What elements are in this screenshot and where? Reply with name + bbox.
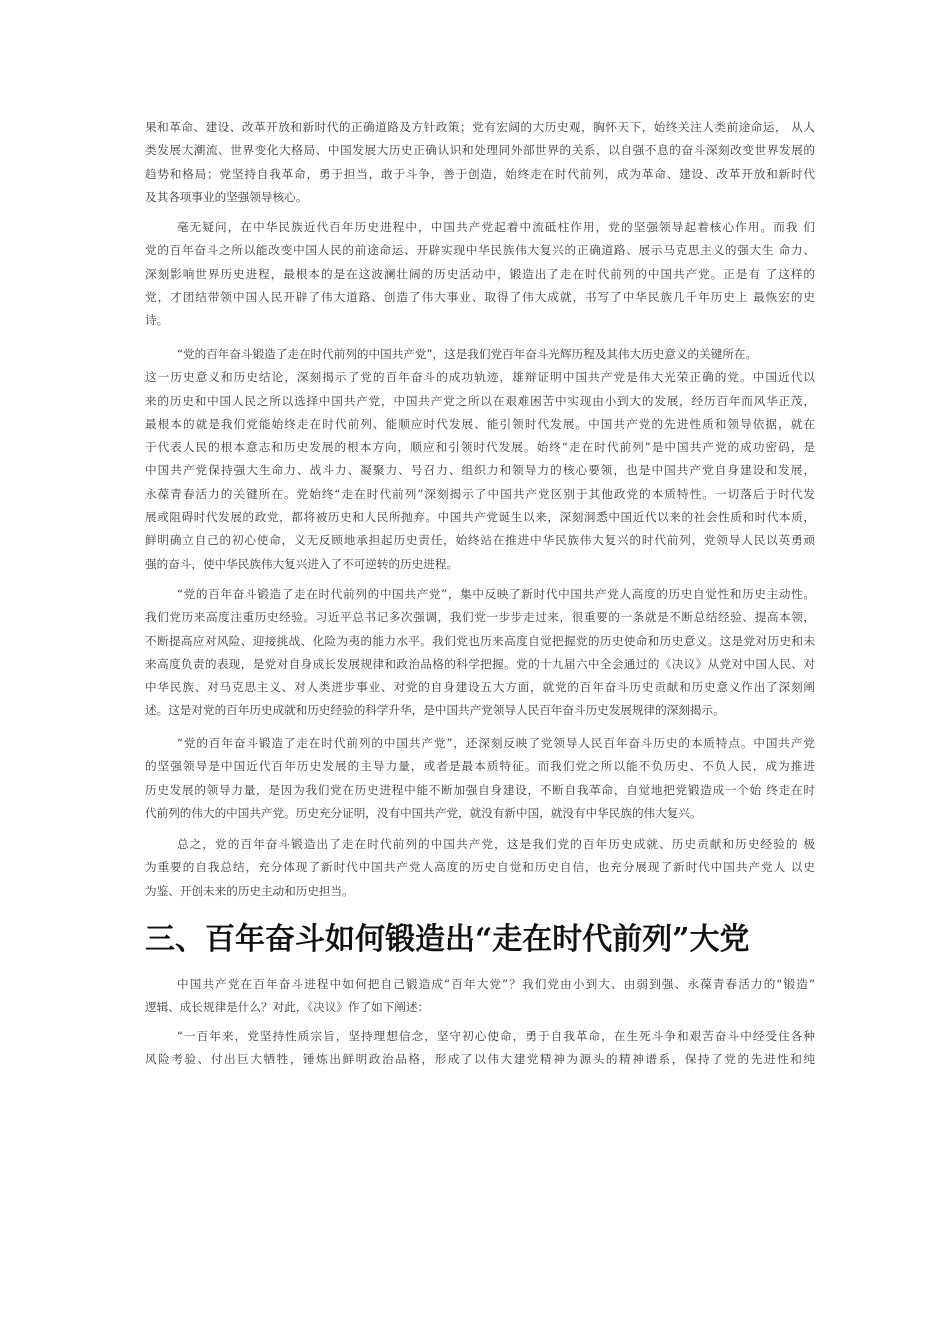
text-line: 来的历史和中国人民之所以选择中国共产党，中国共产党之所以在艰难困苦中实现由小到大的发展，经历百年而风华正茂， [145, 393, 815, 408]
paragraph-3 [145, 343, 815, 576]
text-line: 不断提高应对风险、迎接挑战、化险为夷的能力水平。我们党也历来高度自觉把握党的历史使命和历史意义。这是党对历史和未 [145, 633, 815, 648]
paragraph-4 [145, 583, 815, 723]
paragraph-8 [145, 1025, 815, 1072]
paragraph-6 [145, 833, 815, 903]
text-line: 强的奋斗，使中华民族伟大复兴进入了不可逆转的历史进程。 [145, 556, 459, 571]
text-line: 果和革命、建设、改革开放和新时代的正确道路及方针政策；党有宏阔的大历史观，胸怀天下，始终关注人类前途命运， 从人 [145, 120, 815, 134]
text-line: 最根本的就是我们党能始终走在时代前列、能顺应时代发展、能引领时代发展。中国共产党的先进性质和领导依据，就在 [145, 416, 815, 431]
paragraph-7 [145, 973, 815, 1020]
text-line: 于代表人民的根本意志和历史发展的根本方向，顺应和引领时代发展。始终“走在时代前列”是中国共产党的成功密码，是 [145, 440, 815, 455]
text-line: 逻辑、成长规律是什么？对此，《决议》作了如下阐述： [145, 1000, 430, 1015]
text-line: 中国共产党保持强大生命力、战斗力、凝聚力、号召力、组织力和领导力的核心要领，也是中国共产党自身建设和发展， [145, 463, 815, 478]
text-line: 党的百年奋斗之所以能改变中国人民的前途命运、开辟实现中华民族伟大复兴的正确道路、展示马克思主义的强大生 命力、 [145, 243, 815, 258]
section-heading: 三、百年奋斗如何锻造出“走在时代前列”大党 [145, 922, 750, 957]
text-line: 来高度负责的表现，是党对自身成长发展规律和政治品格的科学把握。党的十九届六中全会通过的《决议》从党对中国人民、对 [145, 656, 815, 671]
text-line: 述。这是对党的百年历史成就和历史经验的科学升华，是中国共产党领导人民百年奋斗历史发展规律的深刻揭示。 [145, 703, 725, 718]
text-line: 及其各项事业的坚强领导核心。 [145, 189, 308, 204]
text-line: “党的百年奋斗锻造了走在时代前列的中国共产党”，集中反映了新时代中国共产党人高度的历史自觉性和历史主动性。 [177, 587, 815, 601]
text-line: 深刻影响世界历史进程，最根本的是在这波澜壮阔的历史活动中，锻造出了走在时代前列的中国共产党。正是有 了这样的 [145, 266, 815, 281]
text-line: 中国共产党在百年奋斗进程中如何把自己锻造成“百年大党”？我们党由小到大、由弱到强、永葆青春活力的“锻造” [177, 977, 815, 991]
text-line: 为鉴、开创未来的历史主动和历史担当。 [145, 883, 354, 898]
text-line: 风险考验、付出巨大牺牲，锤炼出鲜明政治品格，形成了以伟大建党精神为源头的精神谱系，保持了党的先进性和纯 [145, 1052, 815, 1067]
text-line: 鲜明确立自己的初心使命，义无反顾地承担起历史责任，始终站在推进中华民族伟大复兴的时代前列，党领导人民以英勇顽 [145, 533, 815, 548]
text-line: “党的百年奋斗锻造了走在时代前列的中国共产党”，这是我们党百年奋斗光辉历程及其伟大历史意义的关键所在。 [177, 347, 758, 361]
text-line: 的坚强领导是中国近代百年历史发展的主导力量，或者是最本质特征。而我们党之所以能不负历史、不负人民，成为推进 [145, 759, 815, 774]
text-line: 这一历史意义和历史结论，深刻揭示了党的百年奋斗的成功轨迹，雄辩证明中国共产党是伟大光荣正确的党。中国近代以 [145, 370, 815, 385]
text-line: 我们党历来高度注重历史经验。习近平总书记多次强调，我们党一步步走过来，很重要的一条就是不断总结经验、提高本领， [145, 610, 815, 625]
text-line: 永葆青春活力的关键所在。党始终“走在时代前列”深刻揭示了中国共产党区别于其他政党的本质特性。一切落后于时代发 [145, 486, 815, 501]
text-line: 总之，党的百年奋斗锻造出了走在时代前列的中国共产党，这是我们党的百年历史成就、历史贡献和历史经验的 极 [177, 837, 815, 851]
paragraph-5 [145, 732, 815, 825]
text-line: 诗。 [145, 313, 169, 328]
text-line: 毫无疑问，在中华民族近代百年历史进程中，中国共产党起着中流砥柱作用，党的坚强领导起着核心作用。而我 们 [177, 220, 815, 234]
text-line: 展或阻碍时代发展的政党，都将被历史和人民所抛弃。中国共产党诞生以来，深刻洞悉中国近代以来的社会性质和时代本质， [145, 510, 815, 525]
text-line: 历史发展的领导力量，是因为我们党在历史进程中能不断加强自身建设，不断自我革命，自觉地把党锻造成一个始 终走在时 [145, 782, 815, 797]
text-line: 党，才团结带领中国人民开辟了伟大道路、创造了伟大事业、取得了伟大成就，书写了中华民族几千年历史上 最恢宏的史 [145, 289, 815, 304]
text-line: “一百年来，党坚持性质宗旨，坚持理想信念，坚守初心使命，勇于自我革命，在生死斗争和艰苦奋斗中经受住各种 [177, 1029, 815, 1043]
text-line: 代前列的伟大的中国共产党。历史充分证明，没有中国共产党，就没有新中国，就没有中华民族的伟大复兴。 [145, 805, 702, 820]
text-line: 类发展大潮流、世界变化大格局、中国发展大历史正确认识和处理同外部世界的关系，以自强不息的奋斗深刻改变世界发展的 [145, 143, 815, 158]
text-line: “党的百年奋斗锻造了走在时代前列的中国共产党”，还深刻反映了党领导人民百年奋斗历史的本质特点。中国共产党 [177, 736, 815, 750]
paragraph-1 [145, 116, 815, 209]
text-line: 为重要的自我总结，充分体现了新时代中国共产党人高度的历史自觉和历史自信，也充分展现了新时代中国共产党人 以史 [145, 860, 815, 875]
text-line: 中华民族、对马克思主义、对人类进步事业、对党的自身建设五大方面，就党的百年奋斗历史贡献和历史意义作出了深刻阐 [145, 680, 815, 695]
paragraph-2 [145, 216, 815, 332]
text-line: 趋势和格局；党坚持自我革命，勇于担当，敢于斗争，善于创造，始终走在时代前列，成为革命、建设、改革开放和新时代 [145, 166, 815, 181]
